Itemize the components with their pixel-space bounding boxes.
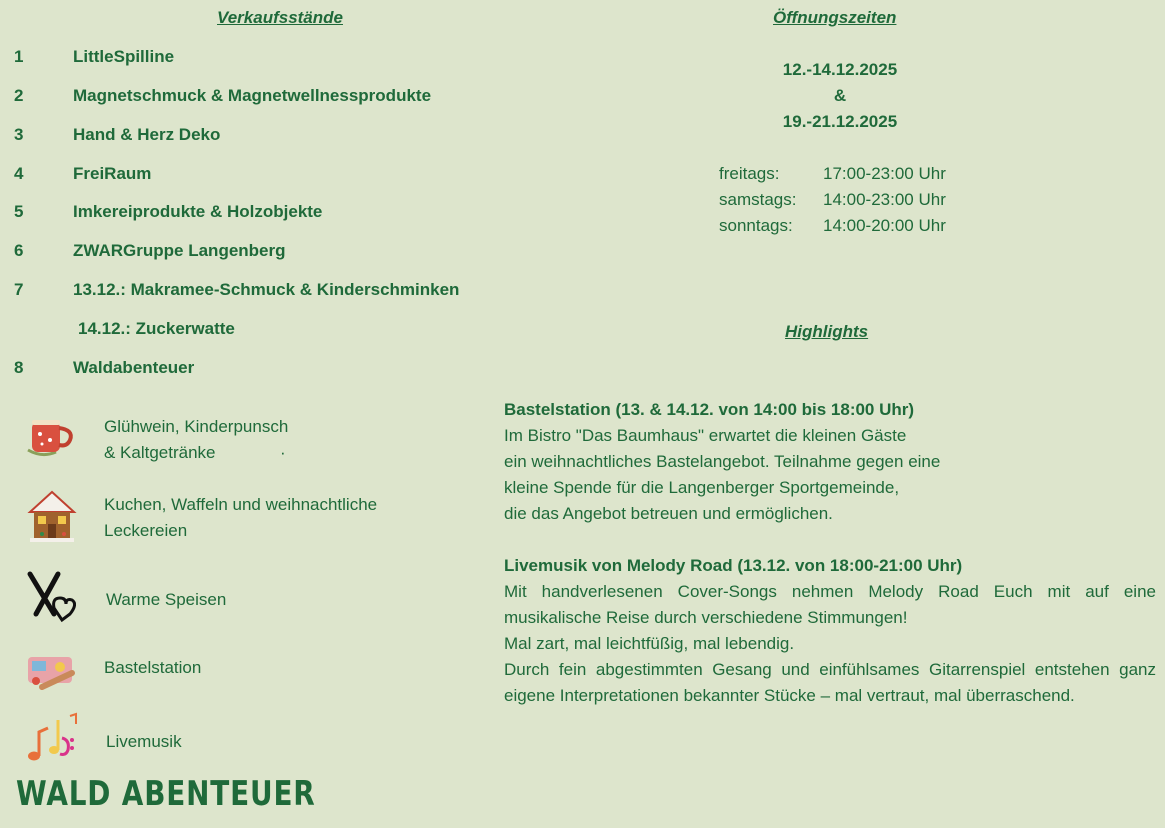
hours-time: 14:00-20:00 Uhr: [823, 216, 946, 235]
stand-row: [14, 280, 459, 300]
stand-row: [14, 358, 194, 378]
stand-row: [14, 47, 174, 67]
highlight-paragraph: Durch fein abgestimmten Gesang und einfühlsames Gitarrenspiel entstehen ganz eigene Interpretationen bekannter Stücke – mal vertraut, mal überraschend.: [504, 660, 1156, 705]
stand-number: 1: [14, 47, 24, 66]
stands-heading: Verkaufsstände: [217, 8, 343, 27]
stand-name: LittleSpilline: [73, 47, 175, 66]
highlight-title: Livemusik von Melody Road (13.12. von 18:00-21:00 Uhr): [504, 556, 963, 575]
hours-time: 17:00-23:00 Uhr: [823, 164, 946, 183]
hours-row: [719, 213, 946, 239]
stand-name: ZWARGruppe Langenberg: [73, 241, 286, 260]
stand-name: Hand & Herz Deko: [73, 125, 221, 144]
opening-hours: [719, 161, 946, 239]
craft-icon: [22, 643, 82, 699]
legend-label: Warme Speisen: [106, 590, 227, 609]
stand-name: 13.12.: Makramee-Schmuck & Kinderschminken: [73, 280, 460, 299]
stand-row: [14, 86, 431, 106]
date-separator: &: [833, 86, 847, 105]
gingerbread-house-icon: [22, 488, 82, 544]
stand-name: Waldabenteuer: [73, 358, 195, 377]
highlight-line: Im Bistro "Das Baumhaus" erwartet die kleinen Gäste: [504, 426, 907, 445]
legend-label: Glühwein, Kinderpunsch & Kaltgetränke: [104, 417, 289, 462]
mug-icon: [22, 410, 82, 466]
stand-number: 6: [14, 241, 24, 260]
highlight-music: [504, 553, 1156, 709]
stand-number: 2: [14, 86, 24, 105]
legend-label: Kuchen, Waffeln und weihnachtliche Leckereien: [104, 495, 378, 540]
hours-day: freitags:: [719, 164, 780, 183]
stand-number: 3: [14, 125, 24, 144]
cutlery-heart-icon: [22, 568, 82, 624]
stand-number: 7: [14, 280, 24, 299]
highlight-bastel: [504, 397, 1156, 527]
stand-row: [14, 241, 286, 261]
highlight-paragraph: Mit handverlesenen Cover-Songs nehmen Melody Road Euch mit auf eine musikalische Reise durch verschiedene Stimmungen!: [504, 582, 1156, 627]
legend-label: Livemusik: [106, 732, 182, 751]
highlights-heading: Highlights: [785, 322, 869, 341]
stand-number: 8: [14, 358, 24, 377]
hours-day: samstags:: [719, 190, 797, 209]
date-range: 12.-14.12.2025: [782, 60, 898, 79]
stand-row: [78, 319, 235, 339]
stand-row: [14, 202, 322, 222]
stand-name: 14.12.: Zuckerwatte: [78, 319, 235, 338]
opening-dates: [740, 57, 940, 135]
music-notes-icon: [22, 710, 82, 766]
brand-logo: WALD ABENTEUER: [16, 774, 316, 814]
stand-number: 4: [14, 164, 24, 183]
stand-number: 5: [14, 202, 24, 221]
date-range: 19.-21.12.2025: [782, 112, 898, 131]
legend-dot: ·: [280, 443, 286, 462]
stand-name: FreiRaum: [73, 164, 152, 183]
hours-row: [719, 161, 946, 187]
stand-row: [14, 164, 151, 184]
highlight-line: die das Angebot betreuen und ermöglichen.: [504, 504, 833, 523]
highlight-line: ein weihnachtliches Bastelangebot. Teilnahme gegen eine: [504, 452, 941, 471]
highlight-line: kleine Spende für die Langenberger Sportgemeinde,: [504, 478, 900, 497]
highlight-paragraph: Mal zart, mal leichtfüßig, mal lebendig.: [504, 634, 795, 653]
stand-row: [14, 125, 220, 145]
stand-name: Magnetschmuck & Magnetwellnessprodukte: [73, 86, 432, 105]
hours-day: sonntags:: [719, 216, 793, 235]
opening-heading: Öffnungszeiten: [773, 8, 897, 27]
hours-time: 14:00-23:00 Uhr: [823, 190, 946, 209]
stand-name: Imkereiprodukte & Holzobjekte: [73, 202, 323, 221]
legend-label: Bastelstation: [104, 658, 202, 677]
highlight-title: Bastelstation (13. & 14.12. von 14:00 bis 18:00 Uhr): [504, 400, 915, 419]
hours-row: [719, 187, 946, 213]
